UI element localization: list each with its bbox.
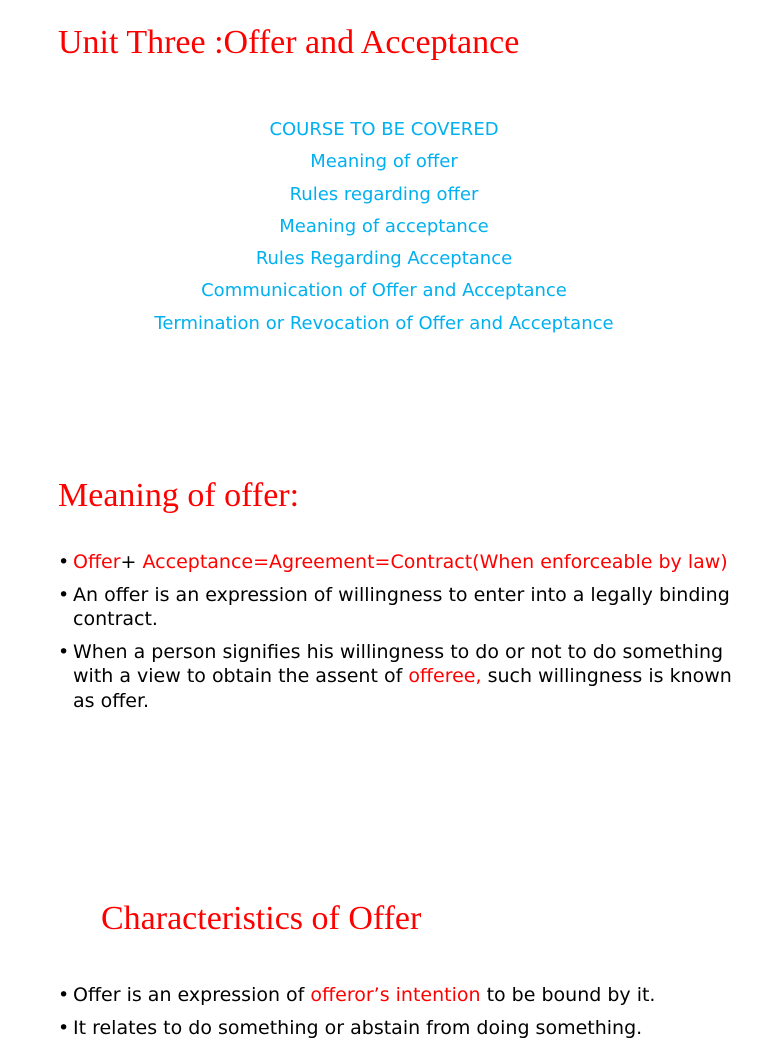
bullet-text: When a person signifies his willingness to do or not to do something with a view to obtain the assent of	[73, 640, 724, 687]
offeree-term: offeree,	[408, 665, 482, 687]
course-item: Termination or Revocation of Offer and Acceptance	[154, 312, 614, 334]
course-item: Rules regarding offer	[289, 183, 479, 205]
plus-sign: +	[120, 551, 143, 573]
course-item: Rules Regarding Acceptance	[255, 248, 513, 270]
meaning-bullets	[58, 550, 738, 721]
formula-text: Acceptance=Agreement=Contract(When enforceable by law)	[142, 551, 728, 573]
course-heading: COURSE TO BE COVERED	[269, 119, 499, 140]
bullet-text: such willingness is known as offer.	[73, 665, 732, 712]
course-item: Meaning of acceptance	[279, 215, 489, 237]
characteristics-bullets	[58, 983, 738, 1048]
course-item: Meaning of offer	[310, 151, 458, 173]
slide2-title: Meaning of offer:	[58, 477, 300, 514]
bullet-text: to be bound by it.	[480, 984, 656, 1006]
slide1-title: Unit Three :Offer and Acceptance	[58, 24, 520, 61]
slide3-title: Characteristics of Offer	[101, 900, 422, 937]
offeror-intention-term: offeror’s intention	[310, 984, 481, 1006]
bullet-item	[58, 983, 738, 1008]
bullet-text: Offer is an expression of	[73, 984, 311, 1006]
course-list	[0, 114, 768, 340]
bullet-item: • An offer is an expression of willingness to enter into a legally binding contract.	[58, 583, 738, 632]
course-item: Communication of Offer and Acceptance	[201, 280, 567, 302]
bullet-item: • It relates to do something or abstain from doing something.	[58, 1016, 738, 1041]
bullet-item	[58, 550, 738, 575]
bullet-item	[58, 640, 738, 714]
offer-term: Offer	[73, 551, 121, 573]
